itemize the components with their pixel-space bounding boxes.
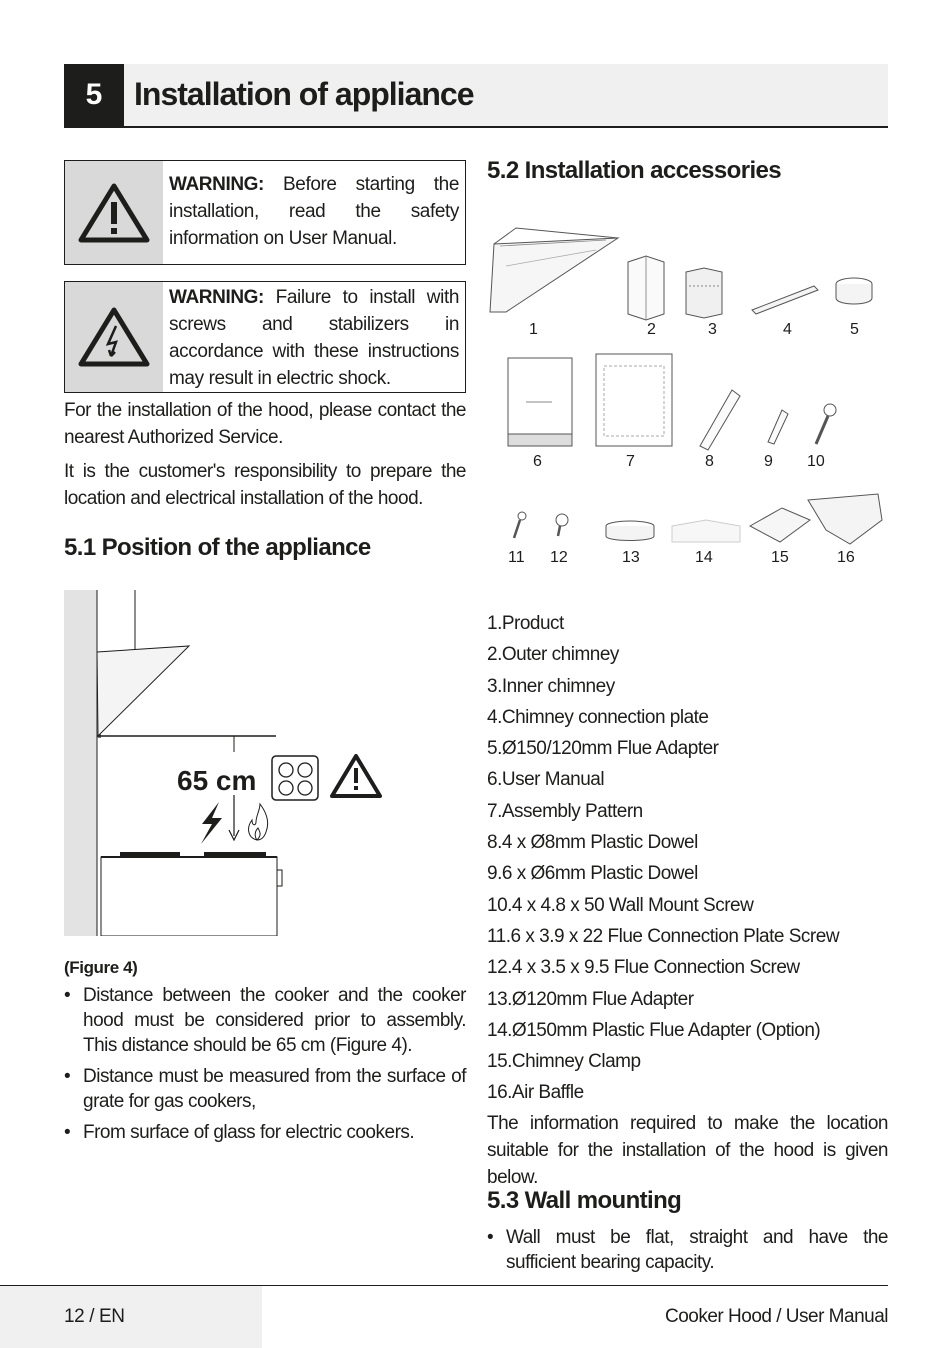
section-header — [64, 64, 888, 128]
acc-num-13: 13 — [622, 549, 640, 566]
warning-box-safety — [64, 160, 466, 265]
list-item: 7.Assembly Pattern — [487, 800, 643, 822]
figure-position-diagram — [64, 590, 404, 936]
position-diagram — [64, 590, 404, 936]
bullet-item: • Wall must be flat, straight and have the sufficient bearing capacity. — [487, 1225, 888, 1275]
list-item: 9.6 x Ø6mm Plastic Dowel — [487, 863, 698, 885]
figure-caption: (Figure 4) — [64, 958, 138, 977]
list-item: 4.Chimney connection plate — [487, 706, 709, 728]
acc-num-9: 9 — [764, 453, 773, 470]
flame-icon — [249, 804, 268, 840]
position-bullets — [64, 983, 466, 1151]
warning-label: WARNING: — [169, 174, 264, 195]
accessories-list — [487, 608, 839, 1109]
section-number: 5 — [64, 64, 124, 126]
acc-num-1: 1 — [529, 321, 538, 338]
warning-triangle-icon — [78, 182, 150, 244]
acc-num-4: 4 — [783, 321, 792, 338]
distance-label: 65 cm — [177, 765, 257, 796]
list-item: 8.4 x Ø8mm Plastic Dowel — [487, 832, 698, 854]
warning-text — [169, 171, 459, 252]
section-title: Installation of appliance — [134, 76, 474, 112]
hob-icon — [272, 756, 318, 800]
accessories-figure — [486, 226, 888, 570]
list-item: 5.Ø150/120mm Flue Adapter — [487, 738, 719, 760]
list-item: 12.4 x 3.5 x 9.5 Flue Connection Screw — [487, 957, 800, 979]
warning-text — [169, 284, 459, 392]
warning-icon-area — [65, 161, 163, 264]
acc-num-15: 15 — [771, 549, 789, 566]
acc-num-3: 3 — [708, 321, 717, 338]
list-item: 3.Inner chimney — [487, 675, 615, 697]
wall-bullets — [487, 1225, 888, 1281]
heading-position: 5.1 Position of the appliance — [64, 534, 371, 561]
heading-wall-mounting: 5.3 Wall mounting — [487, 1187, 682, 1214]
footer-page-number: 12 / EN — [64, 1306, 125, 1327]
warning-triangle-icon — [332, 756, 380, 796]
list-item: 14.Ø150mm Plastic Flue Adapter (Option) — [487, 1019, 821, 1041]
footer-page-box — [0, 1286, 262, 1348]
electric-shock-icon — [78, 306, 150, 368]
footer-title: Cooker Hood / User Manual — [665, 1306, 888, 1327]
warning-body: Before starting the installation, read the safety information on User Manual. — [169, 174, 459, 249]
acc-num-11: 11 — [508, 549, 525, 566]
warning-label: WARNING: — [169, 287, 264, 308]
accessories-after-text: The information required to make the location suitable for the installation of the hood is given below. — [487, 1113, 888, 1188]
acc-num-7: 7 — [626, 453, 635, 470]
acc-num-8: 8 — [705, 453, 714, 470]
acc-num-5: 5 — [850, 321, 859, 338]
acc-num-10: 10 — [807, 453, 825, 470]
list-item: 15.Chimney Clamp — [487, 1051, 641, 1073]
bullet-item: • Distance between the cooker and the cooker hood must be considered prior to assembly. This distance should be 65 cm (Figure 4). — [64, 983, 466, 1058]
acc-num-2: 2 — [647, 321, 656, 338]
warning-icon-area — [65, 282, 163, 392]
warning-box-electric — [64, 281, 466, 393]
accessories-diagram — [486, 226, 888, 570]
list-item: 6.User Manual — [487, 769, 605, 791]
acc-num-12: 12 — [550, 549, 568, 566]
warning-body: Failure to install with screws and stabilizers in accordance with these instructions may result in electric shock. — [169, 287, 459, 389]
bullet-item: • Distance must be measured from the surface of grate for gas cookers, — [64, 1064, 466, 1114]
acc-num-6: 6 — [533, 453, 542, 470]
intro-paragraph-2: It is the customer's responsibility to prepare the location and electrical installation of the hood. — [64, 461, 466, 509]
list-item: 11.6 x 3.9 x 22 Flue Connection Plate Screw — [487, 925, 840, 947]
heading-accessories: 5.2 Installation accessories — [487, 157, 782, 184]
intro-paragraph-1: For the installation of the hood, please contact the nearest Authorized Service. — [64, 400, 466, 448]
lightning-icon — [201, 802, 222, 844]
list-item: 1.Product — [487, 613, 564, 634]
acc-num-14: 14 — [695, 549, 713, 566]
product-illustration — [490, 228, 618, 312]
list-item: 2.Outer chimney — [487, 644, 619, 666]
acc-num-16: 16 — [837, 549, 855, 566]
list-item: 13.Ø120mm Flue Adapter — [487, 988, 694, 1010]
bullet-item: • From surface of glass for electric cookers. — [64, 1120, 466, 1145]
list-item: 10.4 x 4.8 x 50 Wall Mount Screw — [487, 894, 754, 916]
list-item: 16.Air Baffle — [487, 1082, 584, 1104]
